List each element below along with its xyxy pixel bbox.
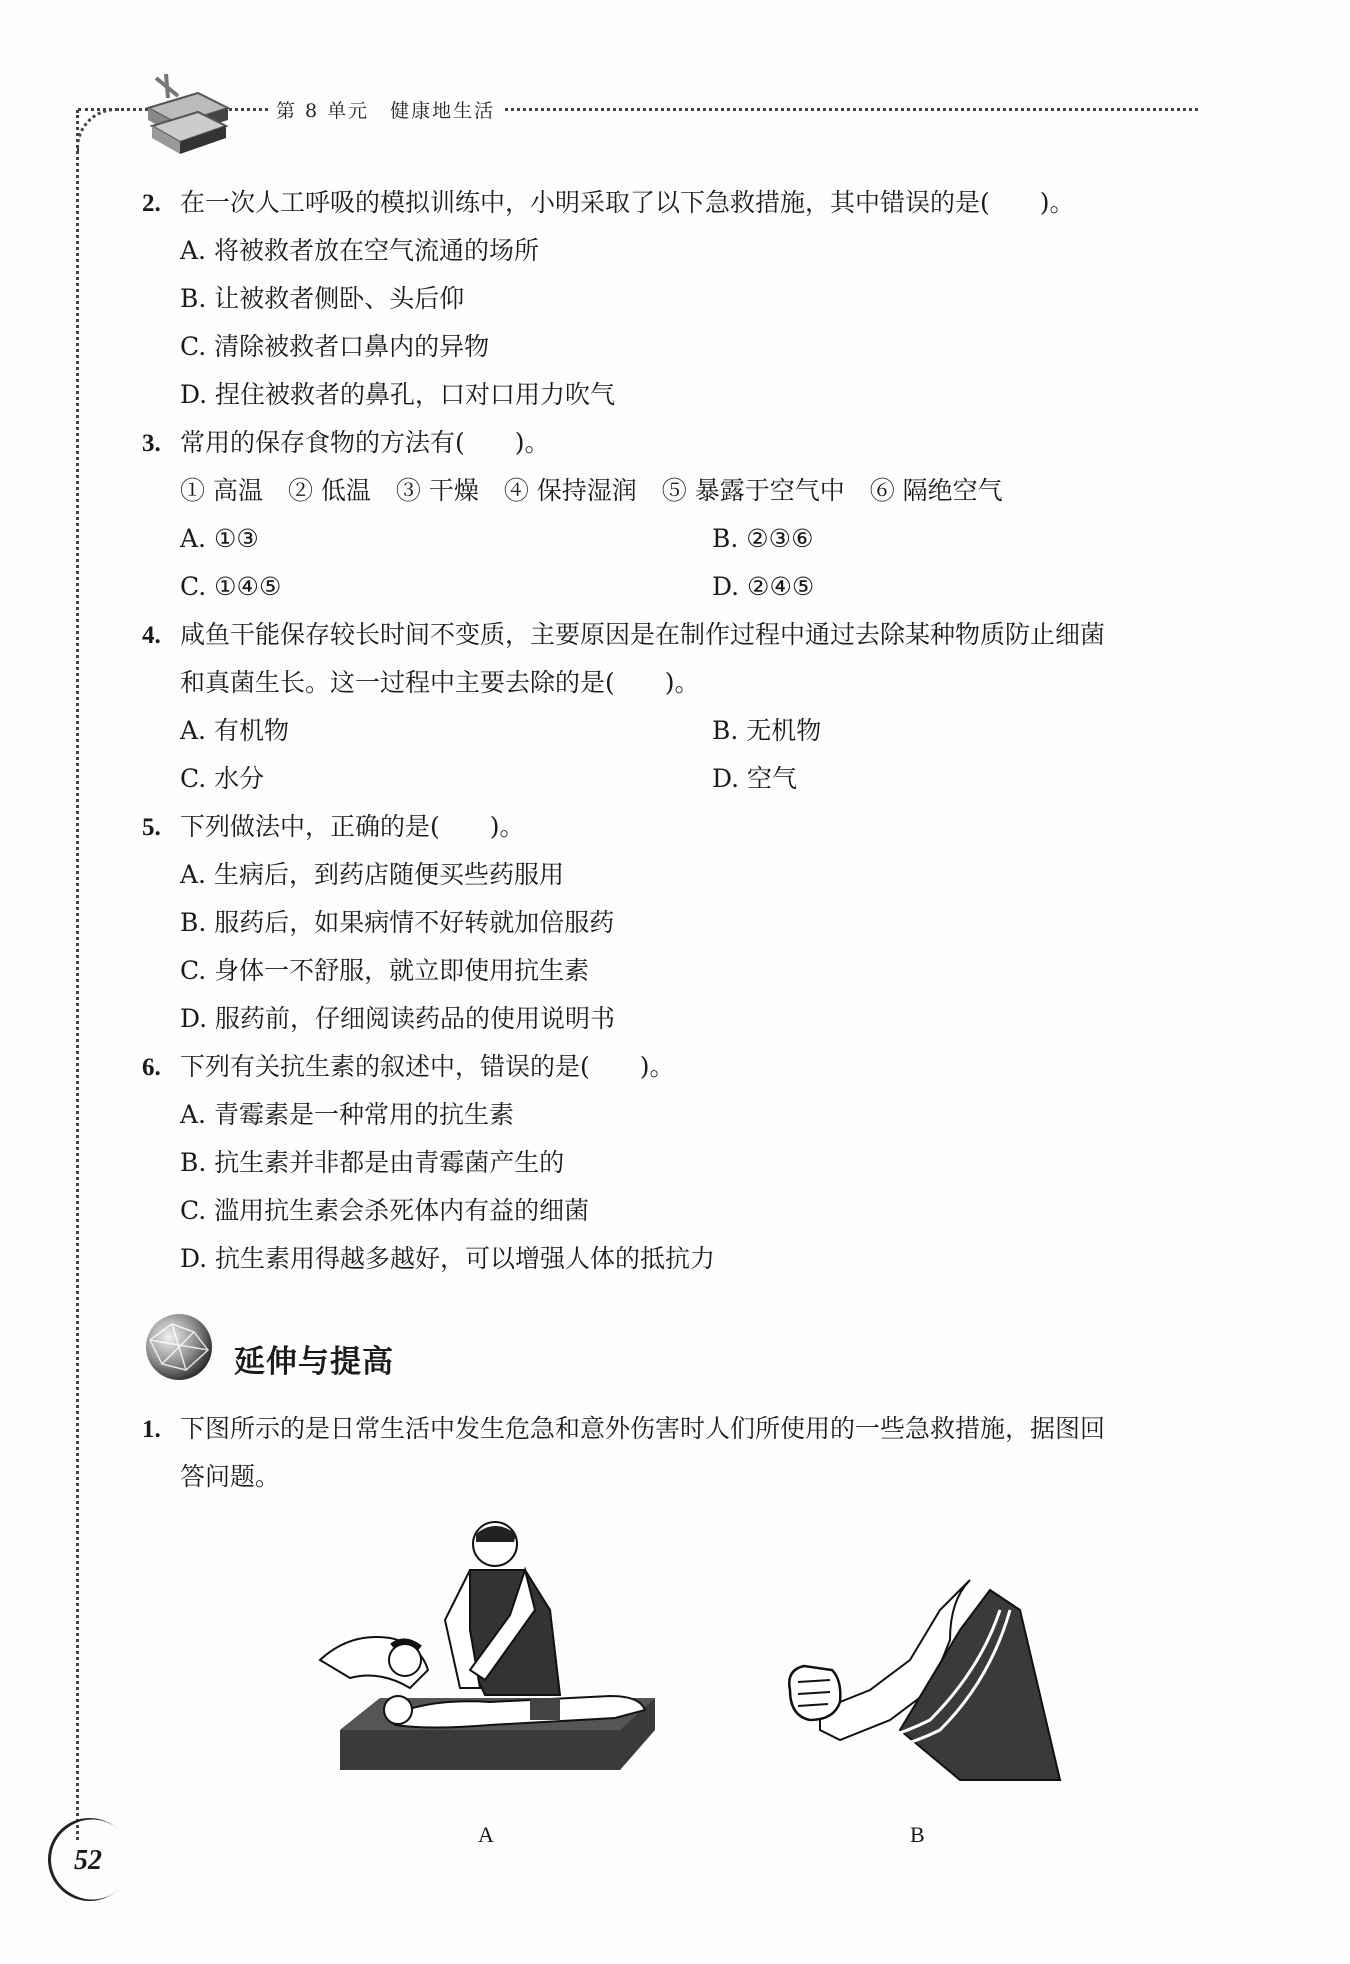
option-b: B. 让被救者侧卧、头后仰 xyxy=(180,284,465,313)
option-b: B. 服药后，如果病情不好转就加倍服药 xyxy=(180,908,615,937)
option-d: D. ②④⑤ xyxy=(712,572,815,601)
method-list: ① 高温 ② 低温 ③ 干燥 ④ 保持湿润 ⑤ 暴露于空气中 ⑥ 隔绝空气 xyxy=(180,476,1003,505)
option-a: A. ①③ xyxy=(180,524,259,553)
option-c: C. 滥用抗生素会杀死体内有益的细菌 xyxy=(180,1196,590,1225)
question-stem: 在一次人工呼吸的模拟训练中，小明采取了以下急救措施，其中错误的是( )。 xyxy=(180,188,1075,217)
question-number: 6. xyxy=(142,1054,161,1081)
figure-caption-b: B xyxy=(910,1822,925,1847)
question-stem-line2: 答问题。 xyxy=(180,1462,281,1491)
question-stem-line2: 和真菌生长。这一过程中主要去除的是( )。 xyxy=(180,668,700,697)
question-stem-line1: 下图所示的是日常生活中发生危急和意外伤害时人们所使用的一些急救措施，据图回 xyxy=(180,1414,1106,1443)
question-stem: 下列做法中，正确的是( )。 xyxy=(180,812,525,841)
header-dotted-line xyxy=(78,108,1198,113)
figure-caption-a: A xyxy=(478,1822,494,1847)
option-c: C. 水分 xyxy=(180,764,265,793)
hemostasis-illustration xyxy=(780,1570,1070,1790)
option-a: A. 将被救者放在空气流通的场所 xyxy=(180,236,539,265)
section-globe-icon xyxy=(142,1310,216,1384)
question-stem: 常用的保存食物的方法有( )。 xyxy=(180,428,550,457)
question-stem: 下列有关抗生素的叙述中，错误的是( )。 xyxy=(180,1052,675,1081)
books-icon xyxy=(138,68,238,158)
option-d: D. 抗生素用得越多越好，可以增强人体的抵抗力 xyxy=(180,1244,716,1273)
option-c: C. 清除被救者口鼻内的异物 xyxy=(180,332,490,361)
option-a: A. 青霉素是一种常用的抗生素 xyxy=(180,1100,514,1129)
page-number: 52 xyxy=(74,1845,102,1876)
option-a: A. 生病后，到药店随便买些药服用 xyxy=(180,860,564,889)
question-number: 5. xyxy=(142,814,161,841)
question-number: 1. xyxy=(142,1416,161,1443)
option-d: D. 捏住被救者的鼻孔，口对口用力吹气 xyxy=(180,380,616,409)
option-d: D. 空气 xyxy=(712,764,798,793)
question-number: 4. xyxy=(142,622,161,649)
question-stem-line1: 咸鱼干能保存较长时间不变质，主要原因是在制作过程中通过去除某种物质防止细菌 xyxy=(180,620,1106,649)
cpr-illustration xyxy=(310,1520,660,1790)
option-a: A. 有机物 xyxy=(180,716,289,745)
option-d: D. 服药前，仔细阅读药品的使用说明书 xyxy=(180,1004,616,1033)
border-corner xyxy=(76,108,119,151)
option-b: B. 无机物 xyxy=(712,716,822,745)
option-c: C. 身体一不舒服，就立即使用抗生素 xyxy=(180,956,590,985)
option-b: B. 抗生素并非都是由青霉菌产生的 xyxy=(180,1148,565,1177)
question-number: 3. xyxy=(142,430,161,457)
section-title: 延伸与提高 xyxy=(234,1344,394,1380)
option-c: C. ①④⑤ xyxy=(180,572,282,601)
left-dotted-border xyxy=(76,110,81,1840)
question-number: 2. xyxy=(142,190,161,217)
option-b: B. ②③⑥ xyxy=(712,524,814,553)
chapter-header: 第 8 单元 健康地生活 xyxy=(268,96,503,123)
